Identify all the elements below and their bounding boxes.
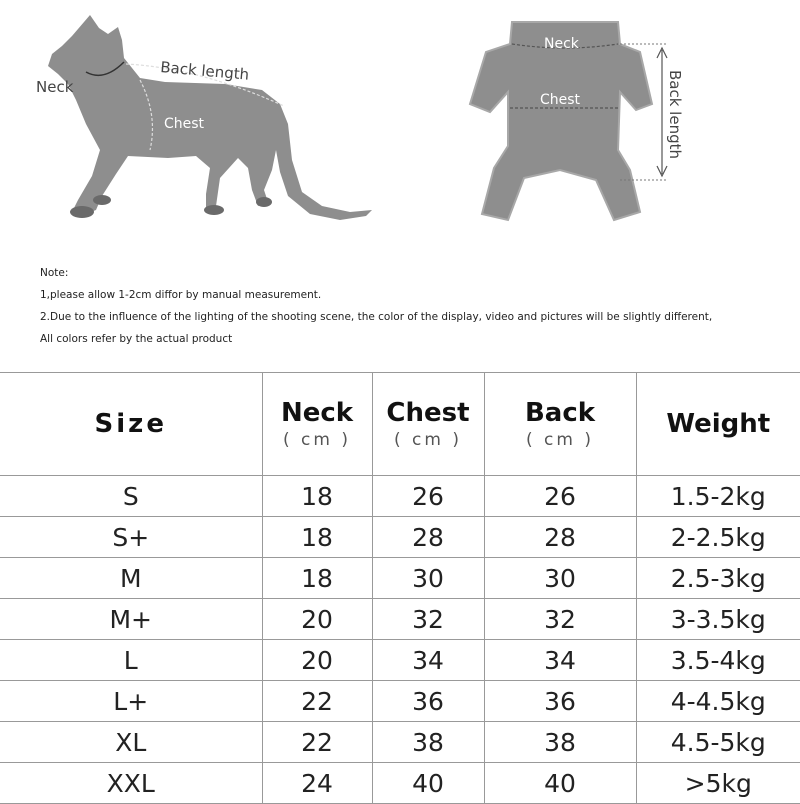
notes-title: Note: bbox=[40, 267, 69, 279]
size-header-label: Size bbox=[94, 409, 167, 439]
table-header-row bbox=[0, 373, 800, 476]
size-cell: M bbox=[0, 558, 262, 599]
chest-header bbox=[372, 373, 484, 476]
measurement-diagram-svg bbox=[0, 0, 800, 240]
neck-cell: 18 bbox=[262, 476, 372, 517]
back-cell: 38 bbox=[484, 722, 636, 763]
chest-cell: 32 bbox=[372, 599, 484, 640]
table-row bbox=[0, 476, 800, 517]
cat-chest-label: Chest bbox=[164, 116, 205, 132]
back-cell: 32 bbox=[484, 599, 636, 640]
size-cell: S bbox=[0, 476, 262, 517]
garment-silhouette bbox=[470, 22, 684, 220]
size-cell: XXL bbox=[0, 763, 262, 804]
notes-section bbox=[40, 262, 790, 350]
notes-line: 1,please allow 1-2cm diffor by manual measurement. bbox=[40, 289, 322, 301]
size-cell: L+ bbox=[0, 681, 262, 722]
chest-cell: 28 bbox=[372, 517, 484, 558]
chest-unit-label: ( cm ) bbox=[394, 430, 462, 450]
garment-chest-label: Chest bbox=[540, 92, 581, 108]
weight-cell: 3-3.5kg bbox=[636, 599, 800, 640]
table-row bbox=[0, 517, 800, 558]
table-row bbox=[0, 681, 800, 722]
size-chart-table bbox=[0, 372, 800, 804]
neck-cell: 22 bbox=[262, 681, 372, 722]
cat-paw bbox=[70, 206, 94, 218]
size-cell: S+ bbox=[0, 517, 262, 558]
chest-cell: 30 bbox=[372, 558, 484, 599]
weight-header bbox=[636, 373, 800, 476]
weight-cell: 4-4.5kg bbox=[636, 681, 800, 722]
back-cell: 34 bbox=[484, 640, 636, 681]
weight-cell: 4.5-5kg bbox=[636, 722, 800, 763]
neck-cell: 20 bbox=[262, 599, 372, 640]
neck-unit-label: ( cm ) bbox=[283, 430, 351, 450]
weight-cell: >5kg bbox=[636, 763, 800, 804]
chest-cell: 38 bbox=[372, 722, 484, 763]
size-cell: L bbox=[0, 640, 262, 681]
weight-header-label: Weight bbox=[666, 409, 771, 439]
cat-body bbox=[48, 15, 372, 220]
neck-cell: 18 bbox=[262, 517, 372, 558]
back-cell: 36 bbox=[484, 681, 636, 722]
measurement-diagram bbox=[0, 0, 800, 240]
table-row bbox=[0, 763, 800, 804]
notes-line: All colors refer by the actual product bbox=[40, 333, 233, 345]
back-header bbox=[484, 373, 636, 476]
back-cell: 30 bbox=[484, 558, 636, 599]
table-row bbox=[0, 640, 800, 681]
garment-neck-label: Neck bbox=[544, 36, 579, 52]
neck-header-label: Neck bbox=[280, 398, 354, 428]
weight-cell: 3.5-4kg bbox=[636, 640, 800, 681]
size-header bbox=[0, 373, 262, 476]
back-cell: 26 bbox=[484, 476, 636, 517]
garment-back-length-label: Back length bbox=[666, 70, 684, 159]
cat-back-length-label: Back length bbox=[159, 58, 250, 84]
back-header-label: Back bbox=[524, 398, 596, 428]
neck-cell: 22 bbox=[262, 722, 372, 763]
cat-neck-label: Neck bbox=[36, 78, 74, 96]
neck-cell: 18 bbox=[262, 558, 372, 599]
cat-paw bbox=[204, 205, 224, 215]
back-cell: 40 bbox=[484, 763, 636, 804]
cat-paw bbox=[256, 197, 272, 207]
chest-cell: 40 bbox=[372, 763, 484, 804]
chest-cell: 34 bbox=[372, 640, 484, 681]
table-row bbox=[0, 558, 800, 599]
chest-cell: 36 bbox=[372, 681, 484, 722]
notes-line: 2.Due to the influence of the lighting of the shooting scene, the color of the display, video and pictures will be slightly different, bbox=[40, 311, 713, 323]
neck-cell: 24 bbox=[262, 763, 372, 804]
neck-cell: 20 bbox=[262, 640, 372, 681]
neck-header bbox=[262, 373, 372, 476]
weight-cell: 2.5-3kg bbox=[636, 558, 800, 599]
weight-cell: 2-2.5kg bbox=[636, 517, 800, 558]
cat-silhouette bbox=[36, 15, 372, 220]
chest-cell: 26 bbox=[372, 476, 484, 517]
size-cell: XL bbox=[0, 722, 262, 763]
back-cell: 28 bbox=[484, 517, 636, 558]
chest-header-label: Chest bbox=[386, 398, 470, 428]
weight-cell: 1.5-2kg bbox=[636, 476, 800, 517]
back-unit-label: ( cm ) bbox=[526, 430, 594, 450]
table-row bbox=[0, 722, 800, 763]
cat-paw bbox=[93, 195, 111, 205]
size-cell: M+ bbox=[0, 599, 262, 640]
table-row bbox=[0, 599, 800, 640]
